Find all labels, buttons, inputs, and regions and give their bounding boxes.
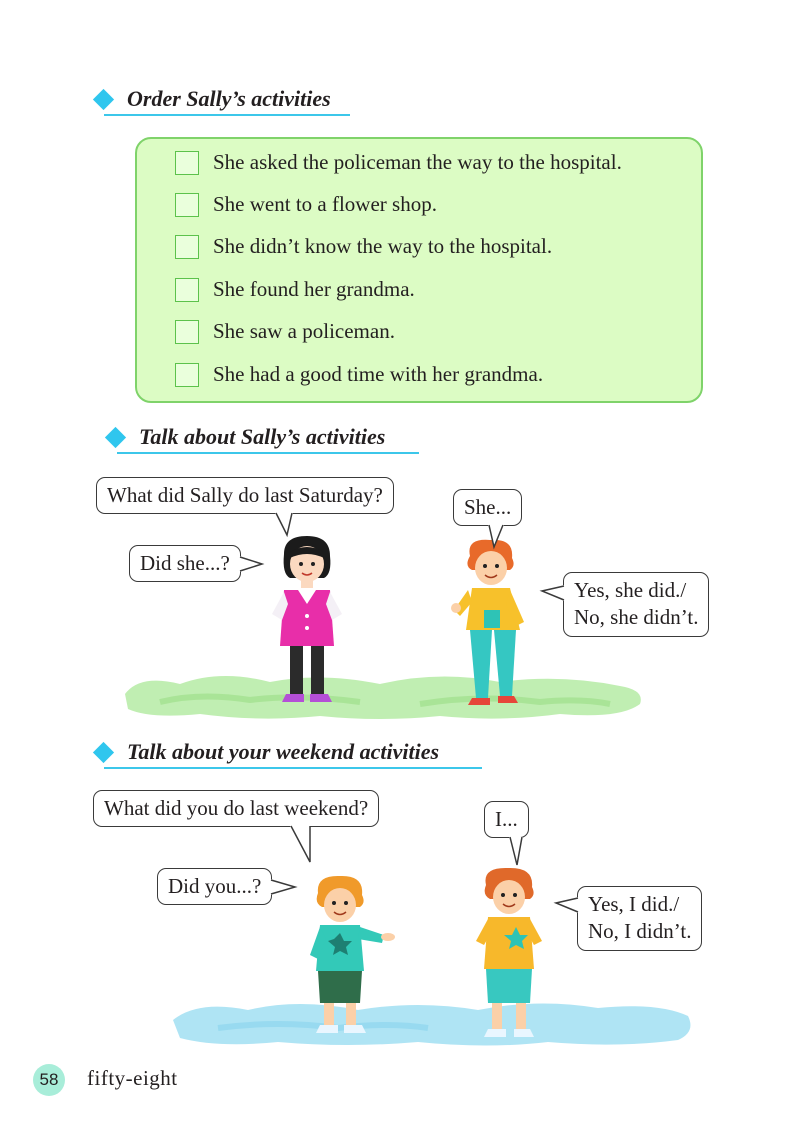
activity-text: She went to a flower shop. — [213, 192, 437, 216]
diamond-bullet-icon — [93, 88, 114, 109]
grass-illustration — [120, 664, 650, 724]
speech-bubble-question — [96, 477, 394, 514]
order-checkbox[interactable] — [175, 320, 199, 344]
bubble-text: No, I didn’t. — [588, 919, 692, 944]
bubble-text: Did she...? — [140, 551, 230, 575]
activity-text: She saw a policeman. — [213, 319, 395, 343]
list-item — [175, 192, 437, 217]
bubble-tail — [488, 525, 506, 547]
heading-underline — [117, 452, 419, 454]
boy-figure — [300, 873, 400, 1038]
list-item — [175, 319, 395, 344]
bubble-tail — [275, 513, 295, 535]
section-heading-talk-sally — [108, 424, 385, 450]
page-number — [33, 1064, 65, 1096]
section-title: Order Sally’s activities — [127, 86, 331, 111]
speech-bubble-question — [93, 790, 379, 827]
activity-text: She asked the policeman the way to the hospital. — [213, 150, 622, 174]
boy-figure — [448, 538, 533, 710]
heading-underline — [104, 767, 482, 769]
speech-bubble-yes-no — [577, 886, 702, 951]
activity-text: She found her grandma. — [213, 277, 415, 301]
bubble-tail — [240, 554, 262, 574]
speech-bubble-answer — [484, 801, 529, 838]
page-number-text: 58 — [39, 1070, 59, 1089]
bubble-text: Yes, I did./ — [588, 892, 680, 916]
section-heading-order — [96, 86, 331, 112]
bubble-text: What did you do last weekend? — [104, 796, 369, 820]
order-activities-box — [135, 137, 703, 403]
section-title: Talk about your weekend activities — [127, 739, 440, 764]
page-number-words: fifty-eight — [87, 1066, 178, 1090]
activity-text: She didn’t know the way to the hospital. — [213, 234, 553, 258]
order-checkbox[interactable] — [175, 193, 199, 217]
boy-figure — [470, 865, 550, 1043]
diamond-bullet-icon — [93, 741, 114, 762]
list-item — [175, 150, 622, 175]
bubble-tail — [271, 877, 295, 897]
speech-bubble-answer — [453, 489, 522, 526]
heading-underline — [104, 114, 350, 116]
bubble-tail — [290, 826, 314, 862]
speech-bubble-did — [129, 545, 241, 582]
list-item — [175, 277, 415, 302]
order-checkbox[interactable] — [175, 278, 199, 302]
order-checkbox[interactable] — [175, 235, 199, 259]
sally-girl-figure — [262, 534, 352, 709]
diamond-bullet-icon — [105, 426, 126, 447]
grass-illustration — [168, 992, 698, 1050]
bubble-text: What did Sally do last Saturday? — [107, 483, 383, 507]
activity-text: She had a good time with her grandma. — [213, 362, 544, 386]
list-item — [175, 234, 552, 259]
bubble-tail — [542, 583, 564, 603]
speech-bubble-did — [157, 868, 272, 905]
bubble-text: Yes, she did./ — [574, 578, 687, 602]
list-item — [175, 362, 543, 387]
section-heading-talk-weekend — [96, 739, 439, 765]
bubble-text: Did you...? — [168, 874, 262, 898]
bubble-tail — [556, 895, 578, 915]
bubble-text: She... — [464, 495, 512, 519]
bubble-text: I... — [495, 807, 518, 831]
bubble-text: No, she didn’t. — [574, 605, 699, 630]
bubble-tail — [509, 837, 525, 865]
order-checkbox[interactable] — [175, 363, 199, 387]
order-checkbox[interactable] — [175, 151, 199, 175]
section-title: Talk about Sally’s activities — [139, 424, 386, 449]
speech-bubble-yes-no — [563, 572, 709, 637]
